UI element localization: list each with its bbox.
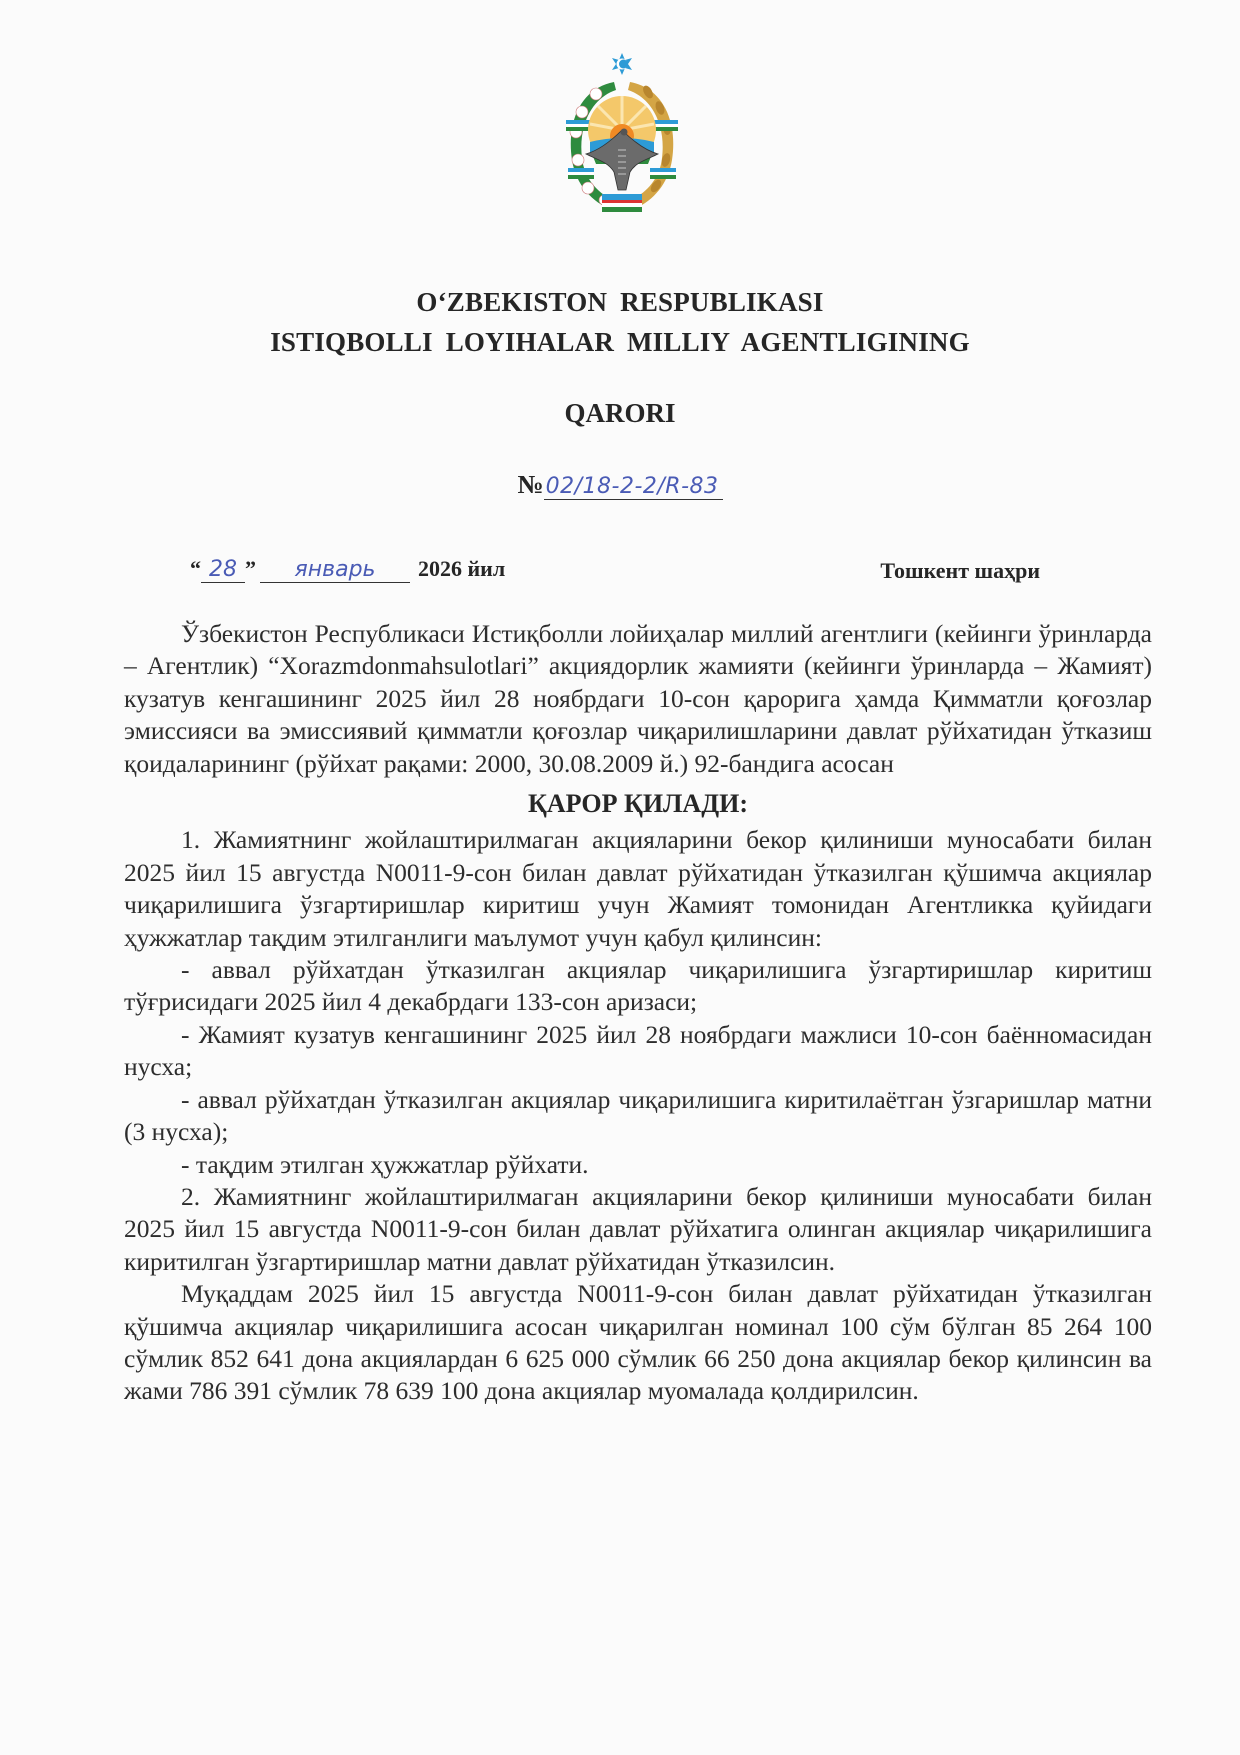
- header-line-2: ISTIQBOLLI LOYIHALAR MILLIY AGENTLIGINING: [270, 327, 970, 357]
- item-2-detail-paragraph: Муқаддам 2025 йил 15 августда N0011-9-сон билан давлат рўйхатидан ўтказилган қўшимча акциялар чиқарилишига асосан чиқарилган номинал 100 сўм бўлган 85 264 100 сўмлик 852 641 дона акциялардан 6 625 000 сўмлик 66 250 дона акциялар бекор қилинсин ва жами 786 391 сўмлик 78 639 100 дона акциялар муомалада қолдирилсин.: [124, 1279, 1152, 1406]
- date-month: январь: [260, 557, 410, 583]
- document-number-value: 02/18-2-2/R-83: [544, 474, 723, 500]
- decree-heading: ҚАРОР ҚИЛАДИ:: [528, 789, 748, 819]
- document-number: [0, 470, 1240, 500]
- state-emblem-icon: [552, 50, 692, 220]
- item-1-list-entry: - аввал рўйхатдан ўтказилган акциялар чиқарилишига ўзгартиришлар киритиш тўғрисидаги 2025 йил 4 декабрдаги 133-сон аризаси;: [124, 955, 1152, 1017]
- issuer-heading: [0, 282, 1240, 362]
- header-line-1: O‘ZBEKISTON RESPUBLIKASI: [416, 287, 824, 317]
- city-name: Тошкент шаҳри: [880, 558, 1040, 583]
- date-close-quote: ”: [245, 556, 256, 581]
- document-body: [124, 618, 1152, 1408]
- item-1-list-entry: - тақдим этилган ҳужжатлар рўйхати.: [181, 1149, 589, 1179]
- document-title: QARORI: [564, 398, 676, 428]
- item-1-list-entry: - аввал рўйхатдан ўтказилган акциялар чиқарилишига киритилаётган ўзгаришлар матни (3 нусха);: [124, 1084, 1152, 1147]
- number-sign: №: [517, 470, 544, 499]
- date-year: 2026 йил: [418, 556, 506, 581]
- date-open-quote: “: [190, 556, 201, 581]
- document-date: [190, 556, 505, 583]
- item-1-list-entry: - Жамият кузатув кенгашининг 2025 йил 28 ноябрдаги мажлиси 10-сон баённомасидан нусха;: [124, 1019, 1152, 1082]
- date-day: 28: [201, 557, 245, 583]
- preamble-paragraph: Ўзбекистон Республикаси Истиқболли лойиҳалар миллий агентлиги (кейинги ўринларда – Агентлик) “Xorazmdonmahsulotlari” акциядорлик жамияти (кейинги ўринларда – Жамият) кузатув кенгашининг 2025 йил 28 ноябрдаги 10-сон қарорига ҳамда Қимматли қоғозлар эмиссияси ва эмиссиявий қимматли қоғозлар чиқарилишларини давлат рўйхатидан ўтказиш қоидаларининг (рўйхат рақами: 2000, 30.08.2009 й.) 92-бандига асосан: [124, 619, 1152, 778]
- item-2-paragraph: 2. Жамиятнинг жойлаштирилмаган акцияларини бекор қилиниши муносабати билан 2025 йил 15 августда N0011-9-сон билан давлат рўйхатига олинган акциялар чиқарилишига киритилган ўзгартиришлар матни давлат рўйхатидан ўтказилсин.: [124, 1181, 1152, 1276]
- item-1-paragraph: 1. Жамиятнинг жойлаштирилмаган акцияларини бекор қилиниши муносабати билан 2025 йил 15 августда N0011-9-сон билан давлат рўйхатидан ўтказилган қўшимча акциялар чиқарилишига ўзгартиришлар киритиш учун Жамият томонидан Агентликка қуйидаги ҳужжатлар тақдим этилганлиги маълумот учун қабул қилинсин:: [124, 825, 1152, 952]
